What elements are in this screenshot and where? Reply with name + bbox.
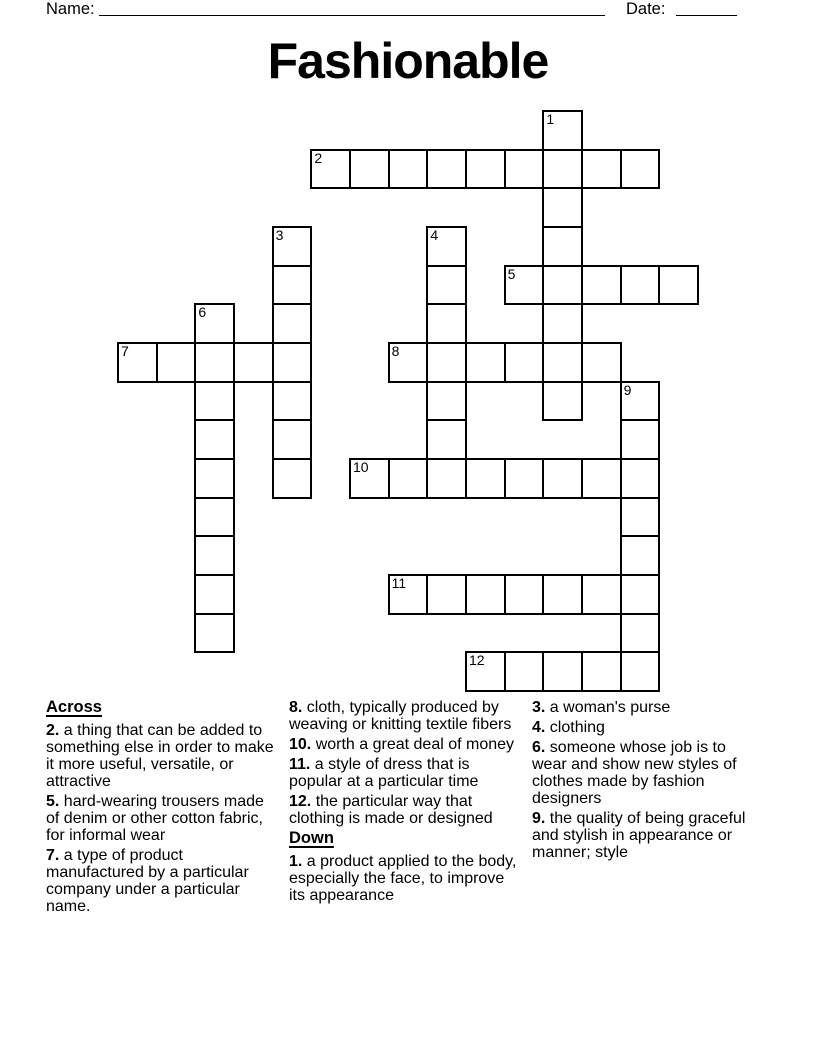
cell-number: 7 [121, 343, 129, 359]
clue-down-4: 4. clothing [532, 719, 605, 736]
grid-cell-r8c2[interactable] [194, 419, 235, 460]
grid-cell-r7c2[interactable] [194, 381, 235, 422]
clue-number: 6. [532, 739, 546, 756]
clue-down-3: 3. a woman's purse [532, 699, 671, 716]
grid-cell-r9c7[interactable] [388, 458, 429, 499]
grid-cell-r12c7[interactable] [388, 574, 429, 615]
clue-number: 9. [532, 810, 546, 827]
puzzle-title: Fashionable [267, 33, 549, 89]
grid-cell-r13c2[interactable] [194, 613, 235, 654]
grid-cell-r5c11[interactable] [542, 303, 583, 344]
grid-cell-r6c9[interactable] [465, 342, 506, 383]
grid-cell-r4c13[interactable] [620, 265, 661, 306]
across-heading: Across [46, 698, 102, 716]
cell-number: 12 [469, 652, 485, 669]
clue-number: 10. [289, 736, 312, 753]
grid-cell-r4c4[interactable] [272, 265, 313, 306]
clue-number: 4. [532, 719, 546, 736]
grid-cell-r13c13[interactable] [620, 613, 661, 654]
grid-cell-r6c12[interactable] [581, 342, 622, 383]
cell-number: 10 [353, 459, 369, 475]
grid-cell-r9c8[interactable] [426, 458, 467, 499]
clue-number: 8. [289, 699, 303, 716]
grid-cell-r6c2[interactable] [194, 342, 235, 383]
grid-cell-r5c4[interactable] [272, 303, 313, 344]
grid-cell-r6c7[interactable] [388, 342, 429, 383]
grid-cell-r11c13[interactable] [620, 535, 661, 576]
grid-cell-r7c8[interactable] [426, 381, 467, 422]
grid-cell-r9c13[interactable] [620, 458, 661, 499]
grid-cell-r1c5[interactable] [310, 149, 351, 190]
grid-cell-r11c2[interactable] [194, 535, 235, 576]
grid-cell-r4c11[interactable] [542, 265, 583, 306]
cell-number: 5 [507, 265, 516, 282]
grid-cell-r9c6[interactable] [349, 458, 390, 499]
grid-cell-r14c13[interactable] [620, 651, 661, 692]
date-label: Date: [626, 0, 666, 18]
cell-number: 9 [623, 381, 632, 398]
clue-down-6: 6. someone whose job is to wear and show new styles of clothes made by fashion designers [532, 739, 737, 807]
grid-cell-r1c12[interactable] [581, 149, 622, 190]
grid-cell-r1c9[interactable] [465, 149, 506, 190]
grid-cell-r3c11[interactable] [542, 226, 583, 267]
grid-cell-r14c9[interactable] [465, 651, 506, 692]
grid-cell-r14c12[interactable] [581, 651, 622, 692]
grid-cell-r9c10[interactable] [504, 458, 545, 499]
grid-cell-r1c10[interactable] [504, 149, 545, 190]
grid-cell-r12c2[interactable] [194, 574, 235, 615]
grid-cell-r12c12[interactable] [581, 574, 622, 615]
clue-down-1: 1. a product applied to the body, especially the face, to improve its appearance [289, 853, 517, 904]
grid-cell-r6c8[interactable] [426, 342, 467, 383]
name-fill-line[interactable] [99, 0, 605, 16]
clue-number: 3. [532, 699, 546, 716]
clue-number: 5. [46, 793, 60, 810]
grid-cell-r1c13[interactable] [620, 149, 661, 190]
grid-cell-r8c8[interactable] [426, 419, 467, 460]
grid-cell-r7c11[interactable] [542, 381, 583, 422]
cell-number: 11 [391, 575, 407, 591]
grid-cell-r9c2[interactable] [194, 458, 235, 499]
cell-number: 8 [391, 343, 400, 359]
clue-number: 12. [289, 793, 312, 810]
grid-cell-r1c8[interactable] [426, 149, 467, 190]
grid-cell-r1c6[interactable] [349, 149, 390, 190]
clue-number: 2. [46, 722, 60, 739]
grid-cell-r4c10[interactable] [504, 265, 545, 306]
clue-across-7: 7. a type of product manufactured by a particular company under a particular name. [46, 847, 249, 915]
date-fill-line[interactable] [676, 0, 737, 16]
clue-column-2 [289, 699, 521, 907]
crossword-grid [117, 110, 699, 692]
clue-across-10: 10. worth a great deal of money [289, 736, 515, 753]
clue-column-3 [532, 699, 764, 864]
grid-cell-r10c2[interactable] [194, 497, 235, 538]
grid-cell-r1c7[interactable] [388, 149, 429, 190]
cell-number: 6 [198, 304, 207, 321]
grid-cell-r12c13[interactable] [620, 574, 661, 615]
grid-cell-r12c8[interactable] [426, 574, 467, 615]
grid-cell-r10c13[interactable] [620, 497, 661, 538]
grid-cell-r1c11[interactable] [542, 149, 583, 190]
grid-cell-r4c8[interactable] [426, 265, 467, 306]
grid-cell-r14c10[interactable] [504, 651, 545, 692]
grid-cell-r7c4[interactable] [272, 381, 313, 422]
clue-across-5: 5. hard-wearing trousers made of denim or other cotton fabric, for informal wear [46, 793, 264, 844]
grid-cell-r6c1[interactable] [156, 342, 197, 383]
cell-number: 1 [546, 111, 555, 127]
grid-cell-r9c12[interactable] [581, 458, 622, 499]
grid-cell-r12c10[interactable] [504, 574, 545, 615]
grid-cell-r9c11[interactable] [542, 458, 583, 499]
clue-across-8: 8. cloth, typically produced by weaving or knitting textile fibers [289, 699, 512, 733]
grid-cell-r4c12[interactable] [581, 265, 622, 306]
grid-cell-r8c13[interactable] [620, 419, 661, 460]
grid-cell-r8c4[interactable] [272, 419, 313, 460]
grid-cell-r9c9[interactable] [465, 458, 506, 499]
grid-cell-r4c14[interactable] [658, 265, 699, 306]
grid-cell-r3c8[interactable] [426, 226, 467, 267]
cell-number: 4 [430, 227, 439, 243]
grid-cell-r3c4[interactable] [272, 226, 313, 267]
clue-number: 7. [46, 847, 60, 864]
cell-number: 3 [275, 227, 284, 243]
grid-cell-r5c2[interactable] [194, 303, 235, 344]
clue-column-1 [46, 699, 278, 918]
grid-cell-r2c11[interactable] [542, 187, 583, 228]
grid-cell-r12c9[interactable] [465, 574, 506, 615]
clues-section [46, 699, 774, 918]
name-label: Name: [46, 0, 95, 18]
clue-across-11: 11. a style of dress that is popular at a particular time [289, 756, 479, 790]
down-heading: Down [289, 829, 334, 847]
grid-cell-r14c11[interactable] [542, 651, 583, 692]
grid-cell-r6c3[interactable] [233, 342, 274, 383]
clue-number: 1. [289, 853, 303, 870]
grid-cell-r9c4[interactable] [272, 458, 313, 499]
clue-down-9: 9. the quality of being graceful and stylish in appearance or manner; style [532, 810, 746, 861]
grid-cell-r6c11[interactable] [542, 342, 583, 383]
grid-cell-r6c0[interactable] [117, 342, 158, 383]
clue-number: 11. [289, 756, 311, 773]
grid-cell-r7c13[interactable] [620, 381, 661, 422]
grid-cell-r12c11[interactable] [542, 574, 583, 615]
grid-cell-r6c10[interactable] [504, 342, 545, 383]
grid-cell-r0c11[interactable] [542, 110, 583, 151]
grid-cell-r6c4[interactable] [272, 342, 313, 383]
cell-number: 2 [314, 149, 323, 166]
grid-cell-r5c8[interactable] [426, 303, 467, 344]
clue-across-2: 2. a thing that can be added to something else in order to make it more useful, versatile, or attractive [46, 722, 274, 790]
clue-across-12: 12. the particular way that clothing is made or designed [289, 793, 493, 827]
